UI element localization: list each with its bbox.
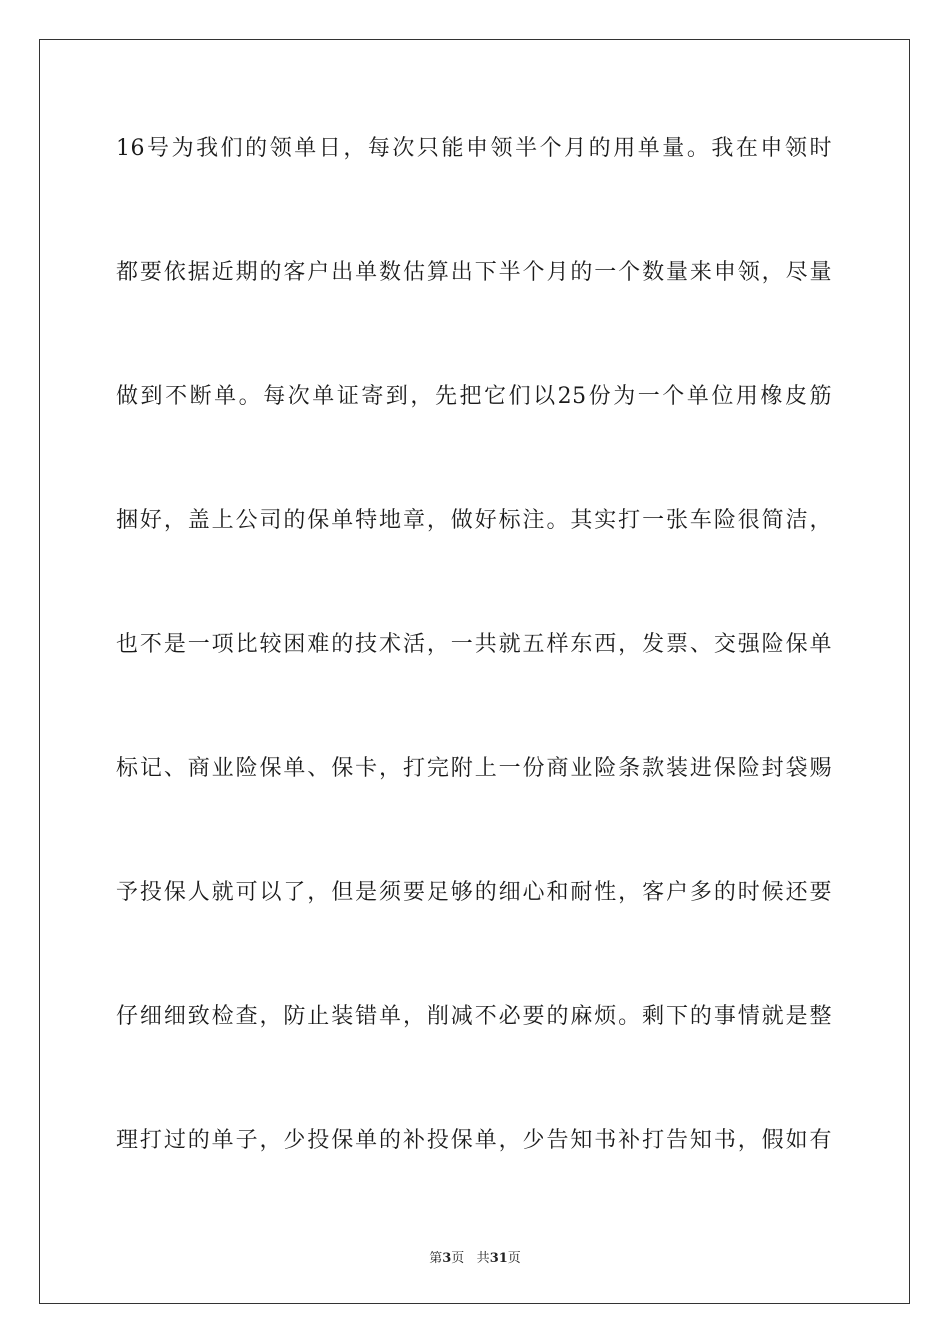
total-pages: 31: [489, 1251, 508, 1266]
text-line-5: 也不是一项比较困难的技术活，一共就五样东西，发票、交强险保单: [116, 632, 832, 657]
text-line-7: 予投保人就可以了，但是须要足够的细心和耐性，客户多的时候还要: [116, 880, 832, 905]
text-line-8: 仔细细致检查，防止装错单，削减不必要的麻烦。剩下的事情就是整: [116, 1004, 832, 1029]
page-footer: [0, 1247, 950, 1266]
document-body: [116, 118, 832, 1234]
page-suffix: 页: [451, 1251, 465, 1266]
text-line-4: 捆好，盖上公司的保单特地章，做好标注。其实打一张车险很简洁，: [116, 508, 832, 533]
total-prefix: 共: [476, 1251, 490, 1266]
text-line-3: 做到不断单。每次单证寄到，先把它们以25份为一个单位用橡皮筋: [116, 384, 832, 409]
text-line-9: 理打过的单子，少投保单的补投保单，少告知书补打告知书，假如有: [116, 1128, 832, 1153]
text-line-1: 16号为我们的领单日，每次只能申领半个月的用单量。我在申领时: [116, 136, 832, 161]
text-line-2: 都要依据近期的客户出单数估算出下半个月的一个数量来申领，尽量: [116, 260, 832, 285]
text-line-6: 标记、商业险保单、保卡，打完附上一份商业险条款装进保险封袋赐: [116, 756, 832, 781]
total-suffix: 页: [507, 1251, 521, 1266]
page-number: 3: [442, 1251, 452, 1266]
page-prefix: 第: [429, 1251, 443, 1266]
